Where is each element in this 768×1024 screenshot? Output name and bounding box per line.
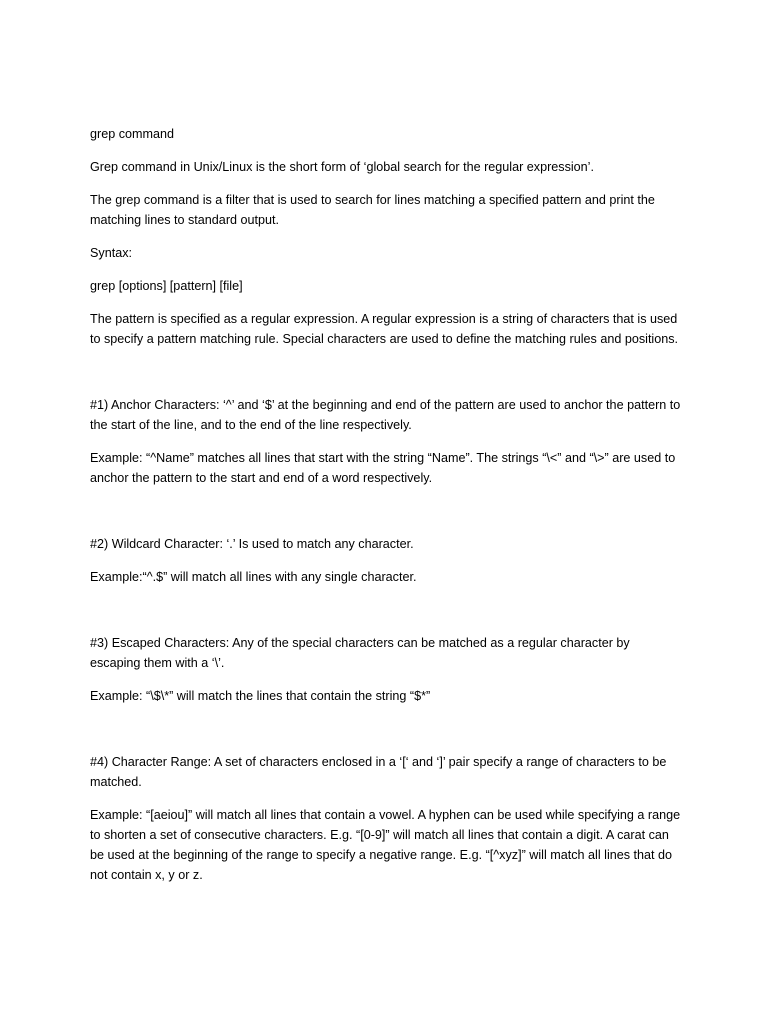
paragraph-pattern: The pattern is specified as a regular expression. A regular expression is a string of characters that is used to specify a pattern matching rule. Special characters are used to define the matching rules and positions. <box>90 312 679 346</box>
paragraph-syntax: grep [options] [pattern] [file] <box>90 279 243 293</box>
paragraph-character-range: #4) Character Range: A set of characters enclosed in a ‘[‘ and ‘]’ pair specify a range of characters to be matched. <box>90 755 667 789</box>
paragraph-wildcard-example: Example:“^.$” will match all lines with any single character. <box>90 570 417 584</box>
section-spacer <box>90 719 682 752</box>
paragraph-escaped-example: Example: “\$\*” will match the lines that contain the string “$*” <box>90 689 431 703</box>
paragraph-anchor-characters: #1) Anchor Characters: ‘^’ and ‘$’ at the beginning and end of the pattern are used to anchor the pattern to the start of the line, and to the end of the line respectively. <box>90 398 681 432</box>
section-spacer <box>90 362 682 395</box>
document-body <box>90 124 682 898</box>
paragraph-escaped-characters: #3) Escaped Characters: Any of the special characters can be matched as a regular character by escaping them with a ‘\’. <box>90 636 630 670</box>
section-spacer <box>90 501 682 534</box>
paragraph-character-range-example: Example: “[aeiou]” will match all lines that contain a vowel. A hyphen can be used while specifying a range to shorten a set of consecutive characters. E.g. “[0-9]” will match all lines that contain a digit. A carat can be used at the beginning of the range to specify a negative range. E.g. “[^xyz]” will match all lines that do not contain x, y or z. <box>90 808 681 882</box>
document-title: grep command <box>90 127 174 141</box>
section-spacer <box>90 600 682 633</box>
paragraph-anchor-example: Example: “^Name” matches all lines that start with the string “Name”. The strings “\<” and “\>” are used to anchor the pattern to the start and end of a word respectively. <box>90 451 676 485</box>
paragraph-syntax-label: Syntax: <box>90 246 132 260</box>
paragraph-description: The grep command is a filter that is used to search for lines matching a specified pattern and print the matching lines to standard output. <box>90 193 655 227</box>
paragraph-wildcard-character: #2) Wildcard Character: ‘.’ Is used to match any character. <box>90 537 414 551</box>
paragraph-definition: Grep command in Unix/Linux is the short form of ‘global search for the regular expression’. <box>90 160 594 174</box>
